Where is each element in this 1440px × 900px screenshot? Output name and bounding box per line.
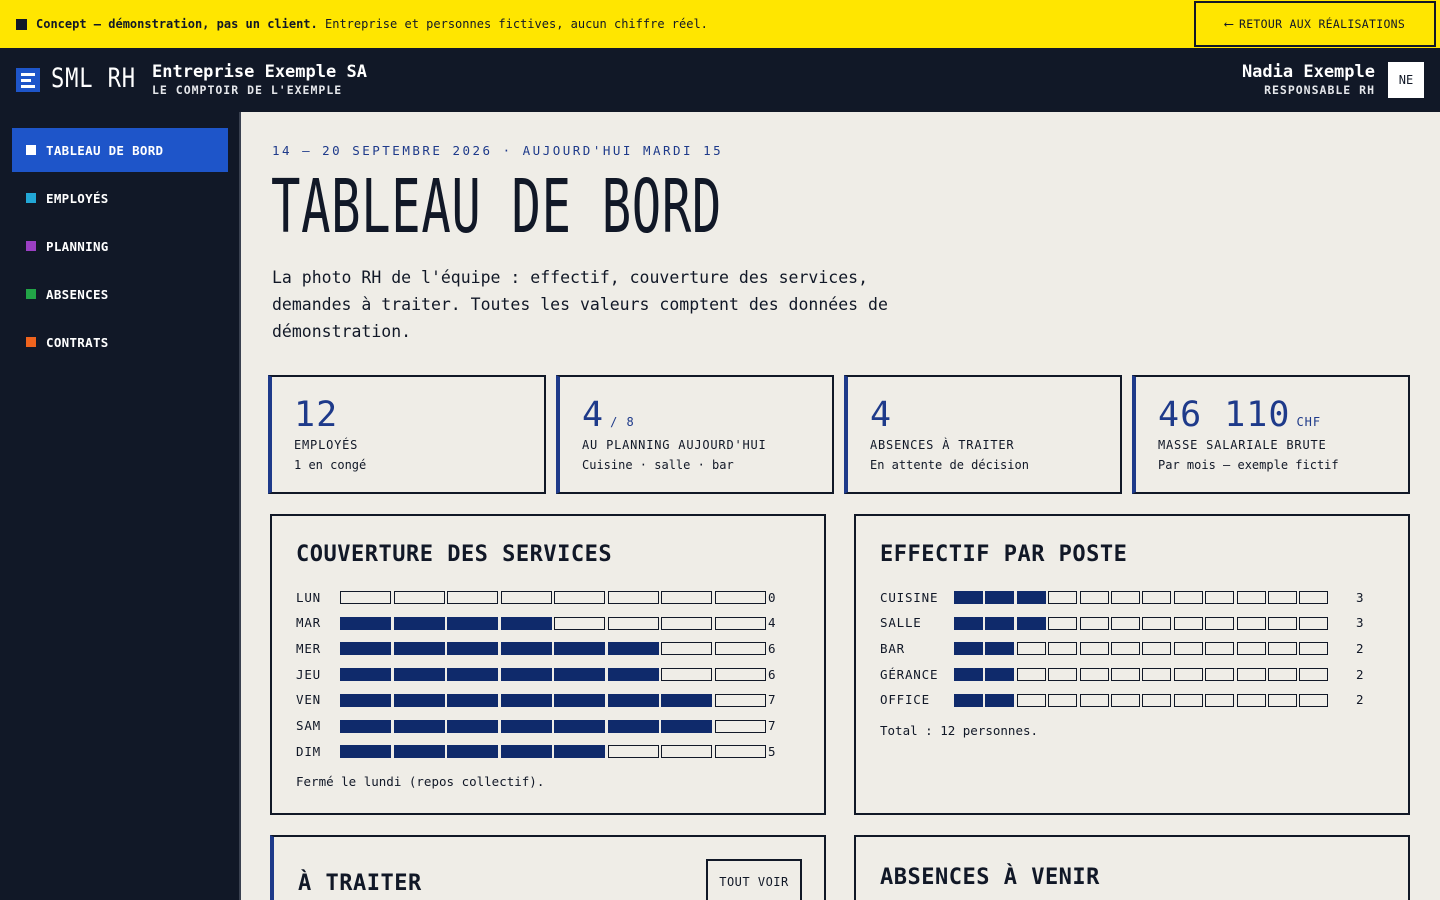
headcount-bar <box>954 642 1328 655</box>
coverage-note: Fermé le lundi (repos collectif). <box>296 774 545 789</box>
headcount-row <box>880 692 1364 708</box>
bar-cell-empty <box>1048 617 1077 630</box>
headcount-bar <box>954 617 1328 630</box>
bar-cell-empty <box>715 745 766 758</box>
coverage-row <box>296 666 776 682</box>
see-all-button[interactable]: TOUT VOIR <box>706 859 802 900</box>
bar-cell-empty <box>1142 591 1171 604</box>
bar-cell-filled <box>661 694 712 707</box>
bar-cell-empty <box>1237 642 1266 655</box>
bar-cell-empty <box>1237 617 1266 630</box>
nav-square-icon <box>26 145 36 155</box>
bar-cell-filled <box>340 694 391 707</box>
headcount-row-label: BAR <box>880 640 905 656</box>
kpi-card-absences <box>844 375 1122 494</box>
headcount-row-label: CUISINE <box>880 589 939 605</box>
coverage-bar <box>340 642 766 655</box>
bar-cell-filled <box>501 642 552 655</box>
coverage-bar <box>340 694 766 707</box>
bar-cell-filled <box>340 720 391 733</box>
bar-cell-empty <box>1268 668 1297 681</box>
bar-cell-empty <box>1237 694 1266 707</box>
demo-banner <box>0 0 1440 48</box>
bar-cell-empty <box>1080 668 1109 681</box>
kpi-card-payroll <box>1132 375 1410 494</box>
bar-cell-empty <box>1205 694 1234 707</box>
kpi-value <box>582 395 635 435</box>
coverage-row-value: 5 <box>768 743 776 759</box>
kpi-value <box>294 395 338 435</box>
headcount-row-value: 2 <box>1356 692 1364 708</box>
bar-cell-empty <box>1205 668 1234 681</box>
bar-cell-empty <box>608 745 659 758</box>
bar-cell-empty <box>1142 694 1171 707</box>
bar-cell-filled <box>394 642 445 655</box>
coverage-row-label: JEU <box>296 666 321 682</box>
bar-cell-filled <box>340 668 391 681</box>
headcount-row <box>880 589 1364 605</box>
coverage-row-label: SAM <box>296 718 321 733</box>
sidebar-item-label: CONTRATS <box>46 334 109 350</box>
bar-cell-filled <box>447 694 498 707</box>
bar-cell-empty <box>1237 668 1266 681</box>
nav-square-icon <box>26 289 36 299</box>
bar-cell-filled <box>554 668 605 681</box>
coverage-bar <box>340 617 766 630</box>
bar-cell-filled <box>340 642 391 655</box>
bar-cell-empty <box>447 591 498 604</box>
banner-text <box>36 17 708 31</box>
bar-cell-empty <box>715 617 766 630</box>
sidebar-item-planning[interactable] <box>12 224 228 268</box>
bar-cell-empty <box>715 694 766 707</box>
bar-cell-filled <box>394 694 445 707</box>
bar-cell-empty <box>1080 694 1109 707</box>
bar-cell-empty <box>1080 591 1109 604</box>
bar-cell-empty <box>1048 591 1077 604</box>
headcount-note: Total : 12 personnes. <box>880 723 1039 738</box>
headcount-row-value: 3 <box>1356 615 1364 631</box>
bar-cell-filled <box>554 745 605 758</box>
bar-cell-empty <box>394 591 445 604</box>
bar-cell-empty <box>1174 642 1203 655</box>
bar-cell-filled <box>661 720 712 733</box>
bar-cell-filled <box>447 745 498 758</box>
kpi-value <box>870 395 892 435</box>
bar-cell-filled <box>501 668 552 681</box>
bar-cell-empty <box>1017 694 1046 707</box>
bar-cell-empty <box>1299 591 1328 604</box>
bar-cell-empty <box>608 617 659 630</box>
bar-cell-filled <box>447 617 498 630</box>
date-breadcrumb: 14 – 20 SEPTEMBRE 2026 · AUJOURD'HUI MARDI 15 <box>272 143 724 158</box>
bar-cell-empty <box>1080 617 1109 630</box>
kpi-number: 12 <box>294 395 339 435</box>
bar-cell-empty <box>1268 591 1297 604</box>
bar-cell-empty <box>1080 642 1109 655</box>
bar-cell-empty <box>1111 668 1140 681</box>
coverage-row-value: 4 <box>768 615 776 631</box>
headcount-panel <box>854 514 1410 815</box>
sidebar-item-dashboard[interactable] <box>12 128 228 172</box>
coverage-bar <box>340 591 766 604</box>
bar-cell-filled <box>340 745 391 758</box>
kpi-suffix: / 8 <box>610 415 635 429</box>
panel-title: EFFECTIF PAR POSTE <box>880 542 1128 567</box>
headcount-bar <box>954 668 1328 681</box>
kpi-number: 4 <box>582 395 605 435</box>
upcoming-absences-panel <box>854 835 1410 900</box>
bar-cell-empty <box>1205 642 1234 655</box>
coverage-row-label: MAR <box>296 615 321 631</box>
bar-cell-empty <box>1142 642 1171 655</box>
bar-cell-empty <box>554 591 605 604</box>
bar-cell-filled <box>985 668 1014 681</box>
bar-cell-empty <box>1048 694 1077 707</box>
bar-cell-filled <box>394 720 445 733</box>
bar-cell-filled <box>954 591 983 604</box>
bar-cell-empty <box>1111 694 1140 707</box>
bar-cell-empty <box>554 617 605 630</box>
bar-cell-empty <box>1017 668 1046 681</box>
app-header <box>0 48 1440 112</box>
todo-panel <box>270 835 826 900</box>
headcount-row-value: 2 <box>1356 640 1364 656</box>
bar-cell-filled <box>985 694 1014 707</box>
logo-icon[interactable] <box>16 68 40 92</box>
bar-cell-empty <box>1205 591 1234 604</box>
sidebar-item-label: PLANNING <box>46 238 109 254</box>
bar-cell-empty <box>661 668 712 681</box>
kpi-card-employees <box>268 375 546 494</box>
bar-cell-empty <box>715 642 766 655</box>
logo-text[interactable]: SML RH <box>51 63 136 94</box>
headcount-row-label: GÉRANCE <box>880 666 939 682</box>
bar-cell-filled <box>608 694 659 707</box>
sidebar-item-label: EMPLOYÉS <box>46 190 109 206</box>
bar-cell-filled <box>954 642 983 655</box>
kpi-number: 46 110 <box>1158 395 1291 435</box>
sidebar-item-label: ABSENCES <box>46 286 109 302</box>
bar-cell-empty <box>1205 617 1234 630</box>
coverage-row <box>296 743 776 759</box>
bar-cell-filled <box>501 745 552 758</box>
bar-cell-empty <box>501 591 552 604</box>
headcount-row <box>880 640 1364 656</box>
bar-cell-filled <box>447 668 498 681</box>
coverage-bar <box>340 668 766 681</box>
page-title: TABLEAU DE BORD <box>271 164 722 250</box>
kpi-label: AU PLANNING AUJOURD'HUI <box>582 438 767 452</box>
coverage-row-label: VEN <box>296 692 321 708</box>
bar-cell-empty <box>1299 668 1328 681</box>
bar-cell-empty <box>608 591 659 604</box>
coverage-row-value: 6 <box>768 640 776 656</box>
bar-cell-empty <box>715 720 766 733</box>
arrow-left-icon: ⟵ <box>1224 16 1233 32</box>
kpi-subtext: Par mois – exemple fictif <box>1158 458 1339 472</box>
headcount-bar <box>954 591 1328 604</box>
panel-title: À TRAITER <box>298 871 422 896</box>
coverage-row <box>296 718 776 734</box>
nav-square-icon <box>26 337 36 347</box>
bar-cell-filled <box>340 617 391 630</box>
banner-square-icon <box>16 19 27 30</box>
bar-cell-empty <box>1174 694 1203 707</box>
bar-cell-filled <box>608 720 659 733</box>
banner-bold-text: Concept – démonstration, pas un client. <box>36 17 318 31</box>
bar-cell-filled <box>985 591 1014 604</box>
bar-cell-empty <box>661 745 712 758</box>
page-intro: La photo RH de l'équipe : effectif, couverture des services, demandes à traiter. Toutes les valeurs comptent des données de démonstration. <box>272 268 888 341</box>
bar-cell-filled <box>501 720 552 733</box>
coverage-row-value: 0 <box>768 589 776 605</box>
bar-cell-filled <box>954 694 983 707</box>
headcount-row-value: 2 <box>1356 666 1364 682</box>
bar-cell-empty <box>1142 668 1171 681</box>
bar-cell-empty <box>1299 642 1328 655</box>
user-name: Nadia Exemple <box>1241 62 1375 82</box>
coverage-row <box>296 589 776 605</box>
bar-cell-empty <box>1237 591 1266 604</box>
bar-cell-empty <box>1111 617 1140 630</box>
bar-cell-filled <box>985 642 1014 655</box>
coverage-panel <box>270 514 826 815</box>
headcount-row-value: 3 <box>1356 589 1364 605</box>
coverage-row <box>296 640 776 656</box>
bar-cell-filled <box>394 745 445 758</box>
coverage-bar <box>340 745 766 758</box>
bar-cell-filled <box>447 720 498 733</box>
headcount-row-label: SALLE <box>880 615 922 631</box>
bar-cell-empty <box>1174 668 1203 681</box>
bar-cell-filled <box>554 694 605 707</box>
headcount-bar <box>954 694 1328 707</box>
bar-cell-filled <box>608 668 659 681</box>
bar-cell-empty <box>1268 617 1297 630</box>
coverage-row <box>296 615 776 631</box>
bar-cell-empty <box>1268 694 1297 707</box>
bar-cell-empty <box>661 591 712 604</box>
bar-cell-empty <box>1048 642 1077 655</box>
coverage-row-label: LUN <box>296 589 321 605</box>
back-button-label: RETOUR AUX RÉALISATIONS <box>1238 17 1406 31</box>
nav-square-icon <box>26 193 36 203</box>
bar-cell-filled <box>554 642 605 655</box>
sidebar-item-label: TABLEAU DE BORD <box>46 142 164 158</box>
kpi-value <box>1158 395 1321 435</box>
coverage-row <box>296 692 776 708</box>
coverage-row-label: MER <box>296 640 321 656</box>
bar-cell-empty <box>1142 617 1171 630</box>
coverage-row-value: 6 <box>768 666 776 682</box>
sidebar-item-contracts[interactable] <box>12 320 228 364</box>
bar-cell-filled <box>501 694 552 707</box>
kpi-label: MASSE SALARIALE BRUTE <box>1158 438 1327 452</box>
bar-cell-empty <box>661 617 712 630</box>
kpi-label: ABSENCES À TRAITER <box>870 438 1015 452</box>
bar-cell-filled <box>394 617 445 630</box>
bar-cell-empty <box>661 642 712 655</box>
headcount-row <box>880 615 1364 631</box>
user-role: RESPONSABLE RH <box>1264 83 1375 97</box>
kpi-subtext: Cuisine · salle · bar <box>582 458 734 472</box>
bar-cell-empty <box>1299 617 1328 630</box>
bar-cell-filled <box>954 668 983 681</box>
panel-title: COUVERTURE DES SERVICES <box>296 542 613 567</box>
bar-cell-empty <box>1048 668 1077 681</box>
coverage-row-label: DIM <box>296 743 321 759</box>
coverage-bar <box>340 720 766 733</box>
bar-cell-empty <box>1111 642 1140 655</box>
bar-cell-filled <box>1017 591 1046 604</box>
avatar[interactable]: NE <box>1388 62 1424 98</box>
coverage-row-value: 7 <box>768 718 776 733</box>
bar-cell-filled <box>394 668 445 681</box>
bar-cell-empty <box>1174 591 1203 604</box>
headcount-row-label: OFFICE <box>880 692 930 708</box>
bar-cell-filled <box>954 617 983 630</box>
bar-cell-empty <box>1268 642 1297 655</box>
bar-cell-empty <box>340 591 391 604</box>
coverage-row-value: 7 <box>768 692 776 708</box>
banner-normal-text: Entreprise et personnes fictives, aucun chiffre réel. <box>325 17 708 31</box>
bar-cell-filled <box>554 720 605 733</box>
nav-square-icon <box>26 241 36 251</box>
sidebar <box>0 112 241 900</box>
kpi-number: 4 <box>870 395 893 435</box>
bar-cell-empty <box>1017 642 1046 655</box>
bar-cell-empty <box>715 668 766 681</box>
kpi-subtext: 1 en congé <box>294 458 367 472</box>
headcount-row <box>880 666 1364 682</box>
bar-cell-empty <box>715 591 766 604</box>
kpi-subtext: En attente de décision <box>870 458 1029 472</box>
bar-cell-filled <box>447 642 498 655</box>
back-to-projects-button[interactable] <box>1194 1 1436 47</box>
company-subtitle: LE COMPTOIR DE L'EXEMPLE <box>152 83 343 97</box>
bar-cell-filled <box>608 642 659 655</box>
kpi-suffix: CHF <box>1296 415 1322 429</box>
kpi-card-planning <box>556 375 834 494</box>
sidebar-item-employees[interactable] <box>12 176 228 220</box>
bar-cell-empty <box>1174 617 1203 630</box>
bar-cell-empty <box>1111 591 1140 604</box>
bar-cell-filled <box>501 617 552 630</box>
kpi-label: EMPLOYÉS <box>294 438 359 452</box>
company-name: Entreprise Exemple SA <box>152 62 367 82</box>
bar-cell-filled <box>1017 617 1046 630</box>
panel-title: ABSENCES À VENIR <box>880 865 1100 890</box>
bar-cell-empty <box>1299 694 1328 707</box>
sidebar-item-absences[interactable] <box>12 272 228 316</box>
bar-cell-filled <box>985 617 1014 630</box>
